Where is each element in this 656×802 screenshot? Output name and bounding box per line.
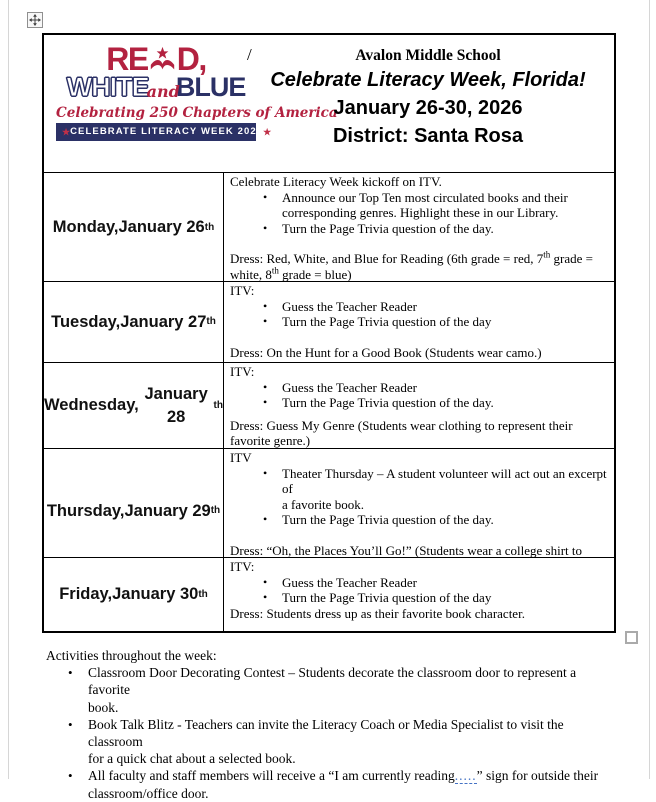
- bullet-item: [230, 380, 609, 396]
- itv-intro-line: ITV:: [230, 364, 255, 379]
- bullet-icon: •: [263, 574, 268, 589]
- bullet-icon: •: [263, 395, 268, 409]
- schedule-rows: [44, 172, 614, 631]
- activity-cell: [224, 449, 614, 557]
- table-resize-handle[interactable]: [625, 631, 638, 644]
- itv-intro-line: ITV:: [230, 283, 255, 298]
- bullet-list: [230, 190, 609, 237]
- bullet-item: [230, 221, 609, 237]
- bullet-icon: •: [263, 189, 268, 204]
- bullet-icon: •: [68, 716, 73, 732]
- literacy-week-table: [42, 33, 616, 633]
- blank-line: [230, 330, 609, 345]
- event-dates: January 26-30, 2026: [333, 97, 523, 119]
- bullet-icon: •: [263, 512, 268, 526]
- logo-white-blue-line: [56, 74, 256, 104]
- dress-line: Dress: On the Hunt for a Good Book (Students wear camo.): [230, 344, 542, 360]
- dress-line: Dress: Guess My Genre (Students wear clothing to represent their favorite genre.): [230, 417, 573, 448]
- bullet-item: [230, 512, 609, 528]
- activity-cell: [224, 558, 614, 631]
- day-cell: Friday, January 30 th: [44, 558, 224, 631]
- slash-character: /: [247, 45, 252, 64]
- activity-cell: [224, 282, 614, 362]
- day-cell: Monday, January 26 th: [44, 173, 224, 281]
- bullet-icon: •: [263, 465, 268, 480]
- bullet-icon: •: [68, 768, 73, 784]
- logo-read-line: [56, 42, 256, 76]
- logo-read-post: D,: [176, 41, 206, 77]
- star-icon: ★: [263, 127, 272, 137]
- bullet-text: Guess the Teacher Reader: [282, 298, 417, 314]
- day-cell: Thursday, January 29 th: [44, 449, 224, 557]
- bullet-item: [230, 190, 609, 221]
- bullet-list: [230, 575, 609, 606]
- itv-intro-line: ITV: [230, 450, 252, 465]
- bullet-list: [230, 299, 609, 330]
- fill-in-blank: .....: [454, 768, 477, 784]
- logo-white: WHITE: [66, 72, 149, 102]
- page-edge-left: [8, 0, 9, 779]
- bullet-text: Classroom Door Decorating Contest – Students decorate the classroom door to represent a favorite book.: [88, 665, 577, 715]
- school-name: Avalon Middle School: [355, 47, 501, 64]
- activities-bullets: [46, 664, 608, 802]
- blank-line: [230, 528, 609, 543]
- bullet-item: [46, 767, 608, 801]
- page-edge-right: [649, 0, 650, 779]
- bullet-item: [46, 716, 608, 768]
- schedule-row: [44, 281, 614, 362]
- bullet-text: Turn the Page Trivia question of the day: [282, 590, 492, 605]
- bullet-text: All faculty and staff members will receive a “I am currently reading.....” sign for outside their classroom/office door.: [88, 768, 599, 801]
- move-arrows-icon: [29, 14, 41, 26]
- activities-title: Activities throughout the week:: [46, 648, 217, 663]
- bullet-text: Guess the Teacher Reader: [282, 379, 417, 395]
- itv-intro-line: ITV:: [230, 559, 255, 574]
- bullet-text: Guess the Teacher Reader: [282, 574, 417, 590]
- bullet-text: Turn the Page Trivia question of the day.: [282, 512, 494, 527]
- bullet-list: [230, 466, 609, 528]
- table-move-handle-icon[interactable]: [27, 12, 43, 28]
- bullet-icon: •: [263, 314, 268, 328]
- bullet-text: Announce our Top Ten most circulated books and their corresponding genres. Highlight these in our Library.: [282, 189, 568, 220]
- schedule-row: [44, 362, 614, 448]
- logo-tagline: Celebrating 250 Chapters of America: [56, 105, 338, 121]
- bullet-list: [230, 380, 609, 411]
- logo-and: and: [146, 82, 180, 101]
- logo-blue: BLUE: [175, 72, 246, 102]
- district-name: District: Santa Rosa: [332, 125, 524, 147]
- bullet-text: Book Talk Blitz - Teachers can invite the Literacy Coach or Media Specialist to visit the classroom for a quick chat about a selected book.: [88, 716, 564, 767]
- schedule-row: [44, 448, 614, 557]
- bullet-item: [46, 664, 608, 716]
- bullet-icon: •: [263, 379, 268, 394]
- dress-line: Dress: Students dress up as their favorite book character.: [230, 605, 525, 621]
- schedule-row: [44, 557, 614, 631]
- star-icon: ★: [62, 127, 71, 137]
- header-text-block: [244, 46, 612, 152]
- day-cell: Tuesday, January 27 th: [44, 282, 224, 362]
- bullet-text: Turn the Page Trivia question of the day.: [282, 395, 494, 410]
- blank-line: [230, 236, 609, 251]
- dress-line: Dress: “Oh, the Places You’ll Go!” (Students wear a college shirt to: [230, 542, 583, 557]
- bullet-text: Theater Thursday – A student volunteer will act out an excerpt of a favorite book.: [282, 465, 607, 512]
- logo-read-pre: RE: [106, 41, 148, 77]
- dress-line: Dress: Red, White, and Blue for Reading (6th grade = red, 7th grade = white, 8th grade = blue): [230, 249, 593, 281]
- bullet-item: [230, 395, 609, 411]
- bullet-icon: •: [68, 665, 73, 681]
- bullet-item: [230, 590, 609, 606]
- activity-cell: [224, 363, 614, 448]
- bullet-icon: •: [263, 590, 268, 604]
- schedule-row: [44, 172, 614, 281]
- logo-banner-text: CELEBRATE LITERACY WEEK 2026: [70, 126, 264, 137]
- day-cell: Wednesday, January 28 th: [44, 363, 224, 448]
- bullet-item: [230, 299, 609, 315]
- read-white-blue-logo: [56, 41, 338, 141]
- book-star-icon: [149, 46, 176, 73]
- bullet-icon: •: [263, 220, 268, 235]
- bullet-item: [230, 466, 609, 513]
- bullet-icon: •: [263, 298, 268, 313]
- bullet-item: [230, 314, 609, 330]
- event-title: Celebrate Literacy Week, Florida!: [270, 69, 586, 91]
- logo-banner: [56, 123, 272, 141]
- itv-intro-line: Celebrate Literacy Week kickoff on ITV.: [230, 174, 442, 189]
- bullet-item: [230, 575, 609, 591]
- activity-cell: [224, 173, 614, 281]
- bullet-text: Turn the Page Trivia question of the day: [282, 314, 492, 329]
- bullet-text: Turn the Page Trivia question of the day.: [282, 220, 494, 236]
- blank-line: [230, 411, 609, 418]
- table-header-cell: [44, 35, 614, 172]
